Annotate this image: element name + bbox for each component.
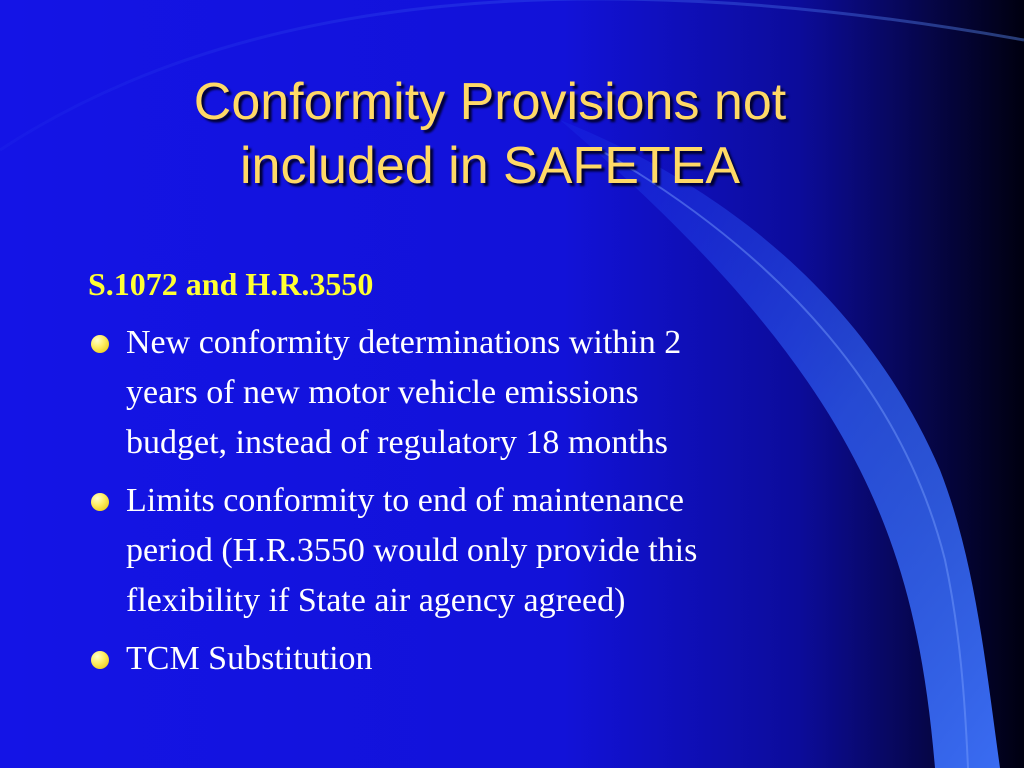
bullet-item [88,318,918,468]
bullet-list [88,318,918,684]
bullet-dot-icon [91,651,109,669]
slide-body [88,262,918,692]
bullet-text-line: TCM Substitution [126,640,373,677]
bullet-text-line: flexibility if State air agency agreed) [126,582,626,619]
bullet-text-line: years of new motor vehicle emissions [126,374,639,411]
bullet-item [88,476,918,626]
bullet-text-line: budget, instead of regulatory 18 months [126,424,669,461]
bullet-text-line: period (H.R.3550 would only provide this [126,532,698,569]
bullet-dot-icon [91,335,109,353]
bullet-text-line: Limits conformity to end of maintenance [126,482,685,519]
title-line: Conformity Provisions not [193,73,787,131]
bullet-text-line: New conformity determinations within 2 [126,324,682,361]
slide-title [60,70,920,198]
bullet-item [88,634,918,684]
bill-subheading: S.1072 and H.R.3550 [88,266,374,302]
bullet-dot-icon [91,493,109,511]
title-line: included in SAFETEA [239,137,741,195]
